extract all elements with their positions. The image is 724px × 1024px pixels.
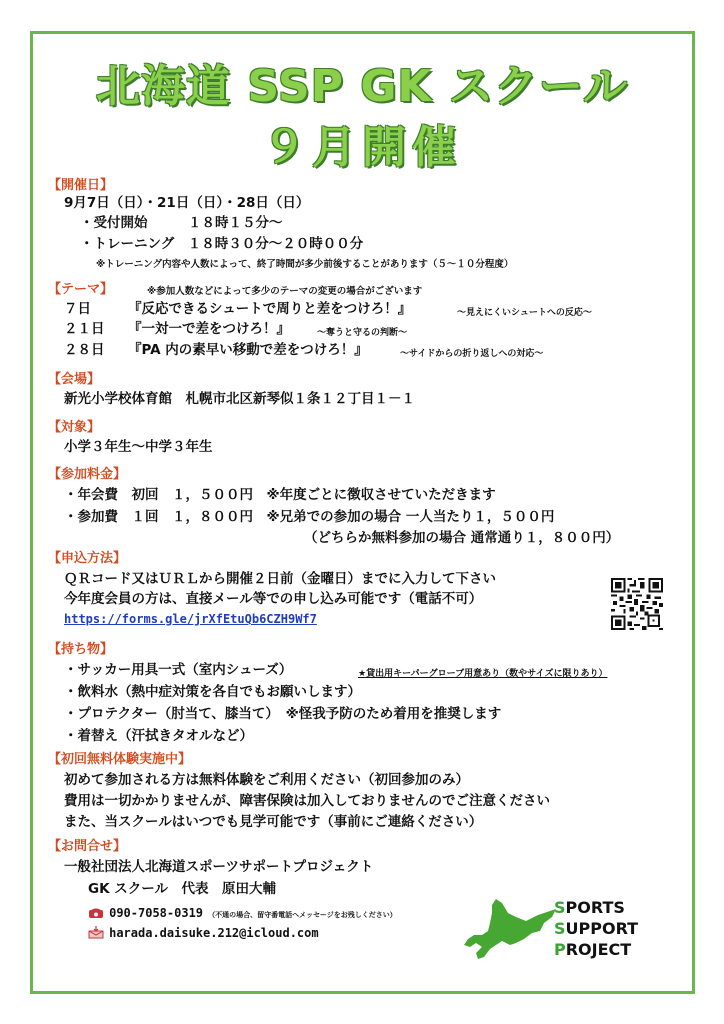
hokkaido-map-icon xyxy=(462,897,558,961)
items-water: ・飲料水（熱中症対策を各自でもお願いします） xyxy=(64,684,361,700)
venue-text: 新光小学校体育館 札幌市北区新琴似１条１２丁目１－１ xyxy=(64,391,415,407)
ssp-logo xyxy=(554,897,638,960)
contact-heading: 【お問合せ】 xyxy=(48,839,127,854)
dates-note: ※トレーニング内容や人数によって、終了時間が多少前後することがあります（５～１０分程度） xyxy=(96,259,514,270)
trial-line2: 費用は一切かかりませんが、障害保険は加入しておりませんのでご注意ください xyxy=(64,793,550,809)
logo-cap-1: S xyxy=(554,898,566,917)
theme-day-3: ２８日 xyxy=(64,342,105,358)
qr-code-icon[interactable] xyxy=(611,578,663,630)
page-subtitle: ９月開催 xyxy=(262,122,462,173)
theme-title-2: 『一対一で差をつけろ！』 xyxy=(128,321,290,337)
theme-day-1: ７日 xyxy=(64,301,91,317)
theme-sub-1: ～見えにくいシュートへの反応～ xyxy=(457,308,592,318)
fee-session-note: （どちらか無料参加の場合 通常通り１，８００円） xyxy=(304,530,620,546)
contact-phone[interactable]: 090-7058-0319 xyxy=(109,906,204,920)
logo-cap-3: P xyxy=(554,940,566,959)
contact-phone-note: （不通の場合、留守番電話へメッセージをお残しください） xyxy=(208,911,397,919)
items-heading: 【持ち物】 xyxy=(48,642,114,657)
contact-org: 一般社団法人北海道スポーツサポートプロジェクト xyxy=(64,859,374,875)
target-text: 小学３年生～中学３年生 xyxy=(64,439,213,455)
themes-heading: 【テーマ】 xyxy=(48,282,114,297)
logo-rest-2: UPPORT xyxy=(565,919,639,938)
mail-icon xyxy=(88,926,104,939)
trial-line3: また、当スクールはいつでも見学可能です（事前にご連絡ください） xyxy=(64,814,483,830)
items-protector: ・プロテクター（肘当て、膝当て） ※怪我予防のため着用を推奨します xyxy=(64,706,502,722)
logo-rest-1: PORTS xyxy=(565,898,625,917)
fee-session: ・参加費 １回 １，８００円 ※兄弟での参加の場合 一人当たり１，５００円 xyxy=(64,509,555,525)
dates-reception: ・受付開始 １８時１５分～ xyxy=(80,215,283,231)
dates-heading: 【開催日】 xyxy=(48,178,114,193)
apply-url-link[interactable]: https://forms.gle/jrXfEtuQb6CZH9Wf7 xyxy=(64,612,317,626)
fee-annual: ・年会費 初回 １，５００円 ※年度ごとに徴収させていただきます xyxy=(64,487,496,503)
theme-sub-3: ～サイドからの折り返しへの対応～ xyxy=(400,349,544,359)
dates-training: ・トレーニング １８時３０分～２０時００分 xyxy=(80,236,364,252)
items-change: ・着替え（汗拭きタオルなど） xyxy=(64,728,253,744)
theme-day-2: ２１日 xyxy=(64,321,105,337)
theme-sub-2: ～奪うと守るの判断～ xyxy=(317,328,408,338)
fee-heading: 【参加料金】 xyxy=(48,467,127,482)
themes-note: ※参加人数などによって多少のテーマの変更の場合がございます xyxy=(147,286,423,297)
trial-heading: 【初回無料体験実施中】 xyxy=(48,752,192,767)
theme-title-1: 『反応できるシュートで周りと差をつけろ！』 xyxy=(128,301,412,317)
logo-cap-2: S xyxy=(554,919,566,938)
phone-icon xyxy=(88,907,104,919)
items-soccer: ・サッカー用具一式（室内シューズ） xyxy=(64,662,293,678)
dates-days: 9月7日（日）・21日（日）・28日（日） xyxy=(64,195,310,211)
apply-line1: ＱＲコード又はＵＲＬから開催２日前（金曜日）までに入力して下さい xyxy=(64,571,496,587)
trial-line1: 初めて参加される方は無料体験をご利用ください（初回参加のみ） xyxy=(64,772,469,788)
contact-email-row xyxy=(88,922,319,941)
theme-title-3: 『PA 内の素早い移動で差をつけろ！』 xyxy=(128,342,368,358)
contact-rep: GK スクール 代表 原田大輔 xyxy=(88,881,276,897)
apply-heading: 【申込方法】 xyxy=(48,551,127,566)
items-soccer-note: ★貸出用キーパーグローブ用意あり（数やサイズに限りあり） xyxy=(358,669,608,679)
page-title: 北海道 SSP GK スクール xyxy=(96,61,628,112)
contact-phone-row xyxy=(88,902,397,921)
apply-line2: 今年度会員の方は、直接メール等での申し込み可能です（電話不可） xyxy=(64,591,483,607)
venue-heading: 【会場】 xyxy=(48,372,101,387)
logo-rest-3: ROJECT xyxy=(565,940,632,959)
contact-email[interactable]: harada.daisuke.212@icloud.com xyxy=(109,926,319,940)
target-heading: 【対象】 xyxy=(48,420,101,435)
